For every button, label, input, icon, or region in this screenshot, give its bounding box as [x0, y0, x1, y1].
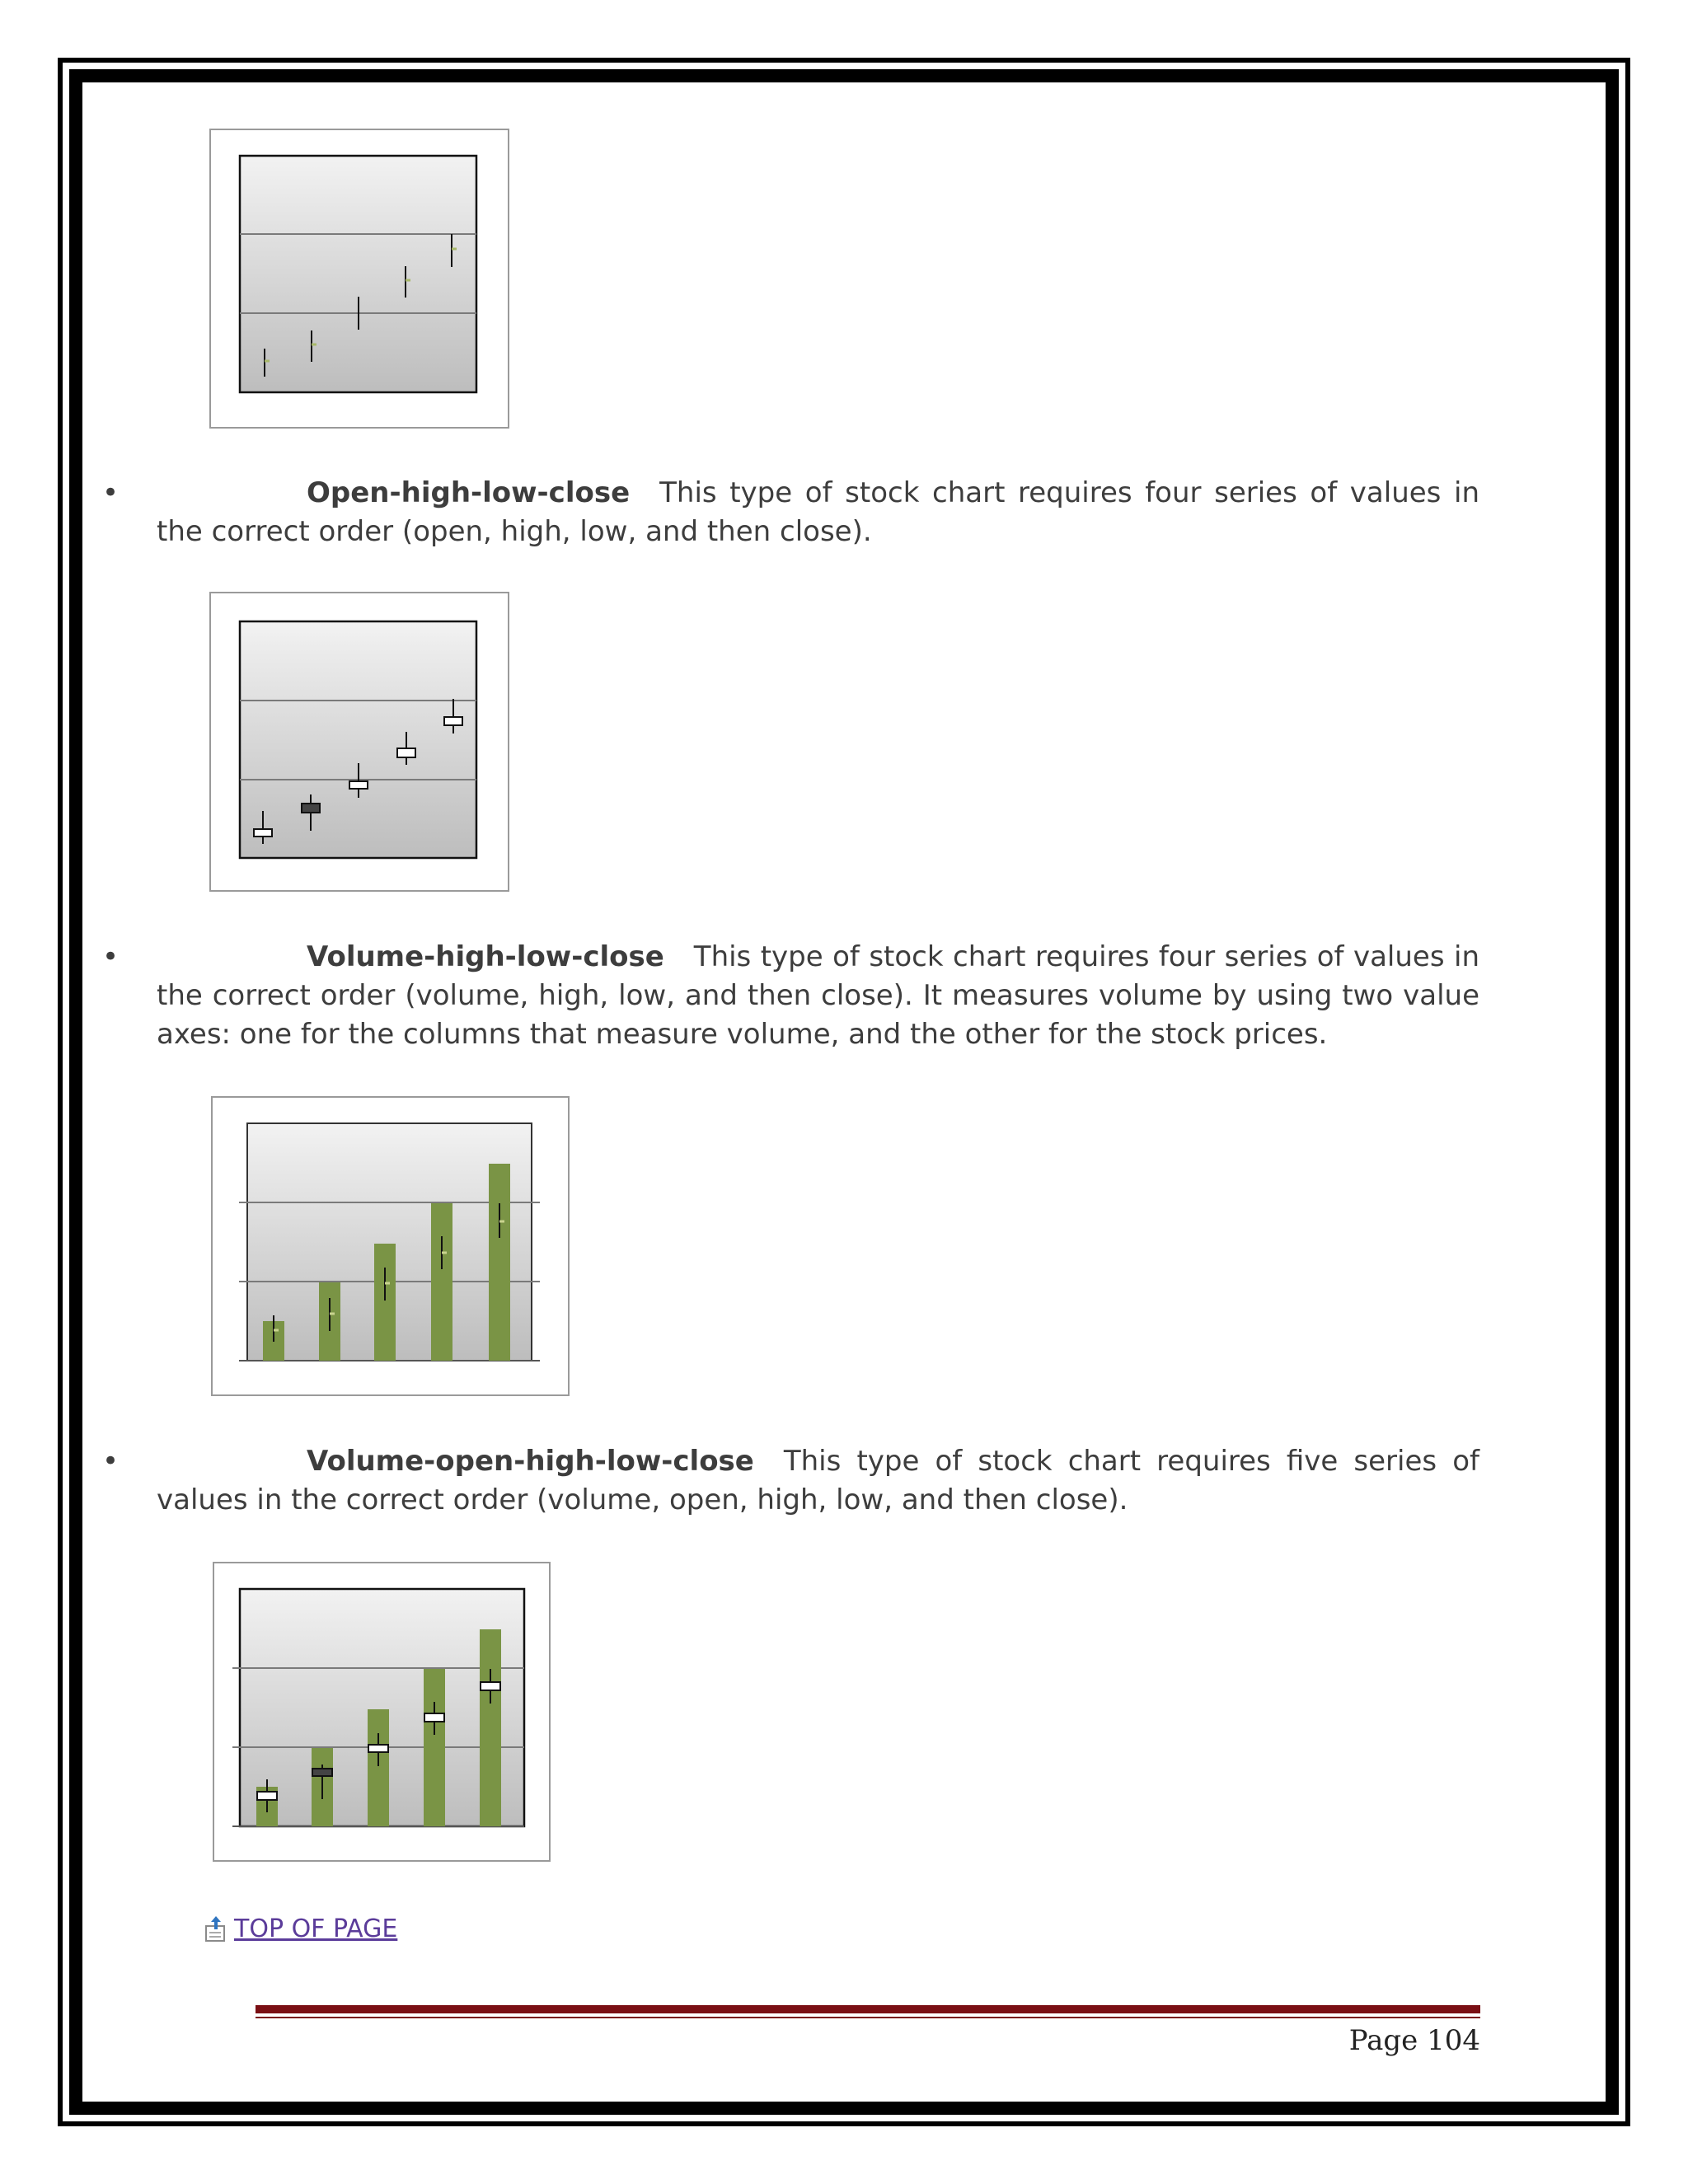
- term-vhlc: Volume-high-low-close: [307, 940, 664, 973]
- term-vohlc: Volume-open-high-low-close: [307, 1445, 754, 1478]
- top-of-page-icon[interactable]: [204, 1915, 227, 1943]
- stock-chart-ohlc-image: [211, 593, 508, 890]
- footer-rule-thin: [256, 2017, 1480, 2018]
- description-vohlc: This type of stock chart requires five series of values in the correct order (volume, open, high, low, and then close).: [157, 1445, 1479, 1516]
- top-of-page-link-row[interactable]: [204, 1910, 397, 1947]
- bullet-vohlc: •: [102, 1445, 120, 1478]
- list-item-vohlc: [157, 1442, 1479, 1520]
- chart-thumbnail-high-low-close: [209, 129, 509, 429]
- stock-chart-vohlc-image: [214, 1563, 549, 1860]
- top-of-page-link[interactable]: TOP OF PAGE: [234, 1914, 398, 1943]
- chart-thumbnail-volume-open-high-low-close: [213, 1562, 551, 1862]
- list-item-ohlc: [157, 474, 1479, 551]
- bullet-vhlc: •: [102, 940, 120, 973]
- list-item-vhlc: [157, 938, 1479, 1054]
- stock-chart-hlc-image: [211, 130, 508, 427]
- page-number: Page 104: [1348, 2024, 1480, 2057]
- stock-chart-vhlc-image: [213, 1098, 568, 1394]
- term-ohlc: Open-high-low-close: [307, 476, 631, 509]
- description-ohlc: This type of stock chart requires four series of values in the correct order (open, high, low, and then close).: [157, 476, 1479, 548]
- chart-thumbnail-open-high-low-close: [209, 592, 509, 892]
- chart-thumbnail-volume-high-low-close: [211, 1096, 570, 1396]
- bullet-ohlc: •: [102, 476, 120, 509]
- footer-rule-thick: [256, 2005, 1480, 2013]
- description-vhlc: This type of stock chart requires four series of values in the correct order (volume, high, low, and then close). It measures volume by using two value axes: one for the columns that measure volume, and the other for the stock prices.: [157, 940, 1479, 1051]
